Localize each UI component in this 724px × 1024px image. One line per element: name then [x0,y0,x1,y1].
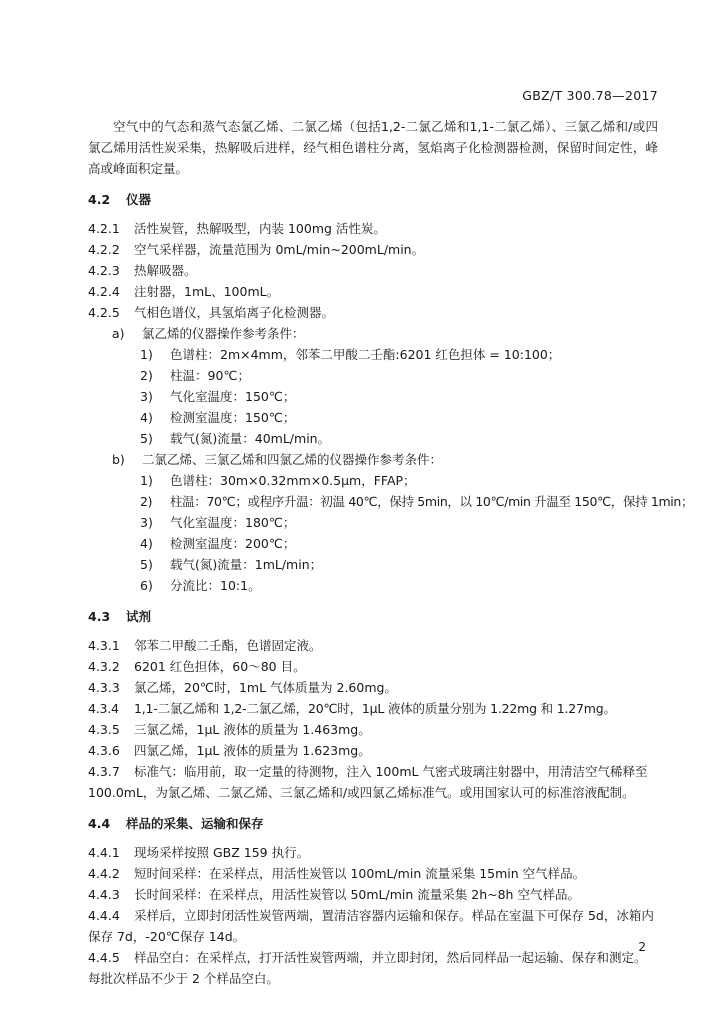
clause-4-2-5 [88,302,658,323]
clause-4-3-1 [88,635,658,656]
clause-number: 4.2.1 [88,221,120,236]
list-text: 检测室温度：150℃； [170,410,296,425]
list-number: 3) [140,389,153,404]
clause-text: 活性炭管，热解吸型，内装 100mg 活性炭。 [134,221,386,236]
clause-number: 4.4.1 [88,845,120,860]
clause-4-2-4 [88,281,658,302]
clause-4-3-2 [88,656,658,677]
clause-4-4-2 [88,863,658,884]
list-item [88,512,658,533]
clause-4-3-4 [88,698,658,719]
clause-4-2-2 [88,239,658,260]
list-number: 2) [140,368,153,383]
section-title: 试剂 [126,609,152,624]
clause-number: 4.2.4 [88,284,120,299]
section-4-4-heading [88,813,658,834]
clause-text: 注射器，1mL、100mL。 [134,284,280,299]
list-number: 5) [140,431,153,446]
list-number: 1) [140,473,153,488]
section-number: 4.3 [88,609,111,624]
section-number: 4.2 [88,192,111,207]
section-number: 4.4 [88,816,111,831]
clause-text: 标准气：临用前，取一定量的待测物，注入 100mL 气密式玻璃注射器中，用清洁空气稀释至 100.0mL，为氯乙烯、二氯乙烯、三氯乙烯和/或四氯乙烯标准气。或用国家认可的标准溶液配制。 [88,764,648,800]
clause-number: 4.3.6 [88,743,120,758]
section-title: 样品的采集、运输和保存 [126,816,264,831]
clause-4-4-5 [88,947,658,989]
clause-number: 4.2.5 [88,305,120,320]
clause-number: 4.3.2 [88,659,120,674]
intro-paragraph: 空气中的气态和蒸气态氯乙烯、二氯乙烯（包括1,2-二氯乙烯和1,1-二氯乙烯）、三氯乙烯和/或四氯乙烯用活性炭采集，热解吸后进样，经气相色谱柱分离，氢焰离子化检测器检测，保留时间定性，峰高或峰面积定量。 [88,119,658,176]
list-number: 5) [140,557,153,572]
list-number: 1) [140,347,153,362]
clause-4-4-3 [88,884,658,905]
list-text: 柱温：70℃；或程序升温：初温 40℃，保持 5min，以 10℃/min 升温至 150℃，保持 1min； [170,494,694,509]
clause-number: 4.4.4 [88,908,120,923]
clause-number: 4.4.3 [88,887,120,902]
section-4-3-heading [88,606,658,627]
clause-4-3-7 [88,761,658,803]
list-text: 柱温：90℃； [170,368,250,383]
clause-4-3-3 [88,677,658,698]
list-item [88,470,658,491]
clause-number: 4.3.7 [88,764,120,779]
clause-text: 四氯乙烯，1μL 液体的质量为 1.623mg。 [134,743,371,758]
list-item [88,491,694,512]
list-item [88,575,658,596]
sub-item-b [88,449,658,470]
clause-text: 样品空白：在采样点，打开活性炭管两端，并立即封闭，然后同样品一起运输、保存和测定。每批次样品不少于 2 个样品空白。 [88,950,647,986]
clause-text: 1,1-二氯乙烯和 1,2-二氯乙烯，20℃时，1μL 液体的质量分别为 1.22mg 和 1.27mg。 [134,701,616,716]
clause-number: 4.3.4 [88,701,119,716]
clause-text: 采样后，立即封闭活性炭管两端，置清洁容器内运输和保存。样品在室温下可保存 5d，冰箱内保存 7d，-20℃保存 14d。 [88,908,654,944]
sub-item-text: 氯乙烯的仪器操作参考条件： [142,326,305,341]
clause-number: 4.3.1 [88,638,120,653]
list-number: 3) [140,515,153,530]
clause-text: 6201 红色担体，60～80 目。 [134,659,306,674]
clause-text: 三氯乙烯，1μL 液体的质量为 1.463mg。 [134,722,371,737]
sub-item-a [88,323,658,344]
list-text: 载气(氮)流量：40mL/min。 [170,431,331,446]
clause-text: 气相色谱仪，具氢焰离子化检测器。 [134,305,335,320]
list-item [88,428,658,449]
clause-4-2-1 [88,218,658,239]
list-text: 检测室温度：200℃； [170,536,296,551]
clause-text: 热解吸器。 [134,263,197,278]
clause-text: 空气采样器，流量范围为 0mL/min~200mL/min。 [134,242,425,257]
clause-text: 氯乙烯，20℃时，1mL 气体质量为 2.60mg。 [134,680,397,695]
clause-4-4-4 [88,905,658,947]
list-text: 分流比：10:1。 [170,578,261,593]
list-item [88,554,658,575]
clause-4-3-6 [88,740,658,761]
clause-text: 现场采样按照 GBZ 159 执行。 [134,845,310,860]
list-number: 2) [140,494,153,509]
sub-item-letter: a) [112,326,125,341]
list-text: 色谱柱：30m×0.32mm×0.5μm，FFAP； [170,473,416,488]
clause-number: 4.4.2 [88,866,120,881]
clause-number: 4.3.3 [88,680,120,695]
sub-item-text: 二氯乙烯、三氯乙烯和四氯乙烯的仪器操作参考条件： [142,452,443,467]
list-number: 6) [140,578,153,593]
list-item [88,386,658,407]
sub-item-letter: b) [112,452,125,467]
list-item [88,344,658,365]
section-4-2-heading [88,189,658,210]
clause-text: 短时间采样：在采样点，用活性炭管以 100mL/min 流量采集 15min 空气样品。 [134,866,586,881]
clause-number: 4.3.5 [88,722,120,737]
list-item [88,365,658,386]
clause-4-3-5 [88,719,658,740]
clause-text: 长时间采样：在采样点，用活性炭管以 50mL/min 流量采集 2h~8h 空气样品。 [134,887,580,902]
clause-number: 4.2.3 [88,263,120,278]
list-text: 载气(氮)流量：1mL/min； [170,557,323,572]
clause-number: 4.2.2 [88,242,120,257]
standard-code: GBZ/T 300.78—2017 [522,88,658,103]
section-title: 仪器 [126,192,152,207]
list-text: 气化室温度：150℃； [170,389,296,404]
list-number: 4) [140,410,153,425]
list-item [88,533,658,554]
list-number: 4) [140,536,153,551]
clause-text: 邻苯二甲酸二壬酯，色谱固定液。 [134,638,322,653]
list-item [88,407,658,428]
list-text: 气化室温度：180℃； [170,515,296,530]
clause-number: 4.4.5 [88,950,120,965]
page-number: 2 [638,940,646,954]
clause-4-2-3 [88,260,658,281]
document-body [88,116,694,989]
clause-4-4-1 [88,842,658,863]
list-text: 色谱柱：2m×4mm，邻苯二甲酸二壬酯:6201 红色担体 = 10:100； [170,347,561,362]
